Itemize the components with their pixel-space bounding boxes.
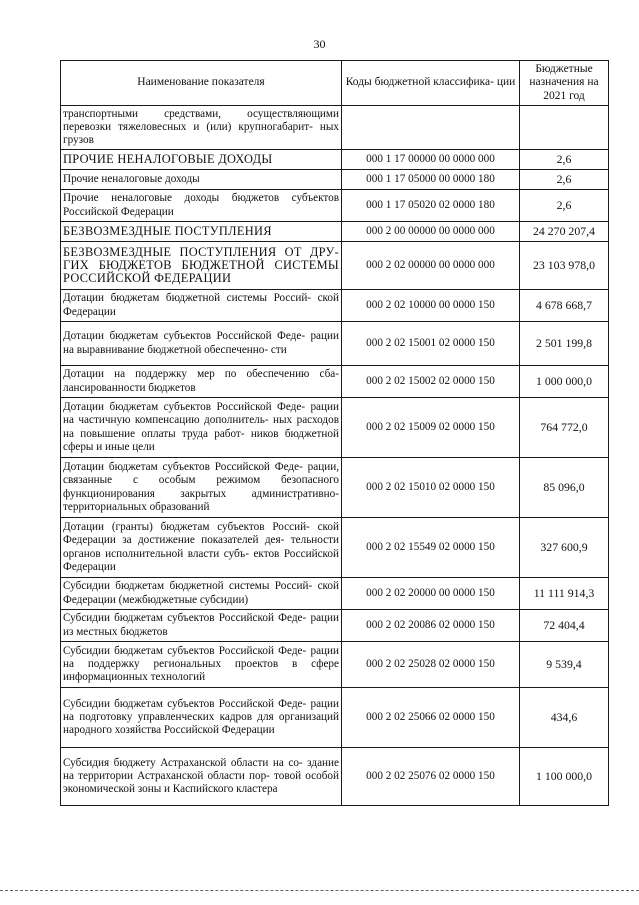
row-code: 000 2 02 25066 02 0000 150	[342, 688, 520, 748]
row-name: БЕЗВОЗМЕЗДНЫЕ ПОСТУПЛЕНИЯ ОТ ДРУ- ГИХ БЮДЖЕТОВ БЮДЖЕТНОЙ СИСТЕМЫ РОССИЙСКОЙ ФЕДЕРАЦИИ	[61, 242, 342, 290]
table-row	[61, 578, 609, 610]
table-row	[61, 322, 609, 366]
table-row	[61, 610, 609, 642]
row-amount: 1 100 000,0	[520, 748, 609, 806]
table-row	[61, 150, 609, 170]
row-code	[342, 106, 520, 150]
table-row	[61, 170, 609, 190]
row-code: 000 1 17 05000 00 0000 180	[342, 170, 520, 190]
row-code: 000 1 17 05020 02 0000 180	[342, 190, 520, 222]
row-code: 000 2 02 15002 02 0000 150	[342, 366, 520, 398]
page-number: 30	[313, 37, 326, 51]
row-code: 000 2 02 15010 02 0000 150	[342, 458, 520, 518]
table-row	[61, 242, 609, 290]
header-code: Коды бюджетной классифика- ции	[342, 61, 520, 106]
table-row	[61, 222, 609, 242]
row-code: 000 2 00 00000 00 0000 000	[342, 222, 520, 242]
row-amount: 2,6	[520, 150, 609, 170]
row-amount: 9 539,4	[520, 642, 609, 688]
row-amount: 11 111 914,3	[520, 578, 609, 610]
row-code: 000 2 02 00000 00 0000 000	[342, 242, 520, 290]
row-amount: 434,6	[520, 688, 609, 748]
row-name: БЕЗВОЗМЕЗДНЫЕ ПОСТУПЛЕНИЯ	[61, 222, 342, 242]
row-amount: 327 600,9	[520, 518, 609, 578]
table-row	[61, 366, 609, 398]
row-code: 000 2 02 20000 00 0000 150	[342, 578, 520, 610]
table-row	[61, 748, 609, 806]
row-name: Дотации бюджетам субъектов Российской Феде- рации на частичную компенсацию дополнитель- ных расходов на повышение оплаты труда работ- ников бюджетной сферы и иные цели	[61, 398, 342, 458]
row-amount: 2,6	[520, 170, 609, 190]
header-name: Наименование показателя	[61, 61, 342, 106]
row-amount: 24 270 207,4	[520, 222, 609, 242]
header-amount: Бюджетные назначения на 2021 год	[520, 61, 609, 106]
row-code: 000 2 02 25076 02 0000 150	[342, 748, 520, 806]
table-header-row	[61, 61, 609, 106]
row-name: Субсидия бюджету Астраханской области на со- здание на территории Астраханской области пор- товой особой экономической зоны и Каспийского кластера	[61, 748, 342, 806]
row-name: Прочие неналоговые доходы	[61, 170, 342, 190]
row-name: Субсидии бюджетам субъектов Российской Феде- рации на подготовку управленческих кадров для организаций народного хозяйства Российской Федерации	[61, 688, 342, 748]
row-amount: 72 404,4	[520, 610, 609, 642]
row-name: Дотации (гранты) бюджетам субъектов Россий- ской Федерации за достижение показателей дея- тельности органов исполнительной власти субъ- ектов Российской Федерации	[61, 518, 342, 578]
row-name: Субсидии бюджетам бюджетной системы Россий- ской Федерации (межбюджетные субсидии)	[61, 578, 342, 610]
row-name: Дотации на поддержку мер по обеспечению сба- лансированности бюджетов	[61, 366, 342, 398]
page-bottom-edge	[0, 890, 639, 891]
table-row	[61, 642, 609, 688]
row-amount: 764 772,0	[520, 398, 609, 458]
row-name: Субсидии бюджетам субъектов Российской Феде- рации из местных бюджетов	[61, 610, 342, 642]
row-name: Дотации бюджетам бюджетной системы Россий- ской Федерации	[61, 290, 342, 322]
row-code: 000 2 02 10000 00 0000 150	[342, 290, 520, 322]
row-name: транспортными средствами, осуществляющими перевозки тяжеловесных и (или) крупногабарит- ных грузов	[61, 106, 342, 150]
row-code: 000 2 02 15549 02 0000 150	[342, 518, 520, 578]
row-amount: 1 000 000,0	[520, 366, 609, 398]
row-name: Прочие неналоговые доходы бюджетов субъектов Российской Федерации	[61, 190, 342, 222]
table-row	[61, 458, 609, 518]
row-name: Дотации бюджетам субъектов Российской Феде- рации на выравнивание бюджетной обеспеченно- сти	[61, 322, 342, 366]
row-amount: 23 103 978,0	[520, 242, 609, 290]
row-amount: 2 501 199,8	[520, 322, 609, 366]
row-code: 000 2 02 15001 02 0000 150	[342, 322, 520, 366]
row-name: ПРОЧИЕ НЕНАЛОГОВЫЕ ДОХОДЫ	[61, 150, 342, 170]
row-code: 000 2 02 15009 02 0000 150	[342, 398, 520, 458]
row-amount: 4 678 668,7	[520, 290, 609, 322]
row-code: 000 1 17 00000 00 0000 000	[342, 150, 520, 170]
table-row	[61, 688, 609, 748]
budget-table	[60, 60, 609, 806]
row-name: Субсидии бюджетам субъектов Российской Феде- рации на поддержку региональных проектов в сфере информационных технологий	[61, 642, 342, 688]
table-row	[61, 290, 609, 322]
row-code: 000 2 02 20086 02 0000 150	[342, 610, 520, 642]
table-row	[61, 398, 609, 458]
row-code: 000 2 02 25028 02 0000 150	[342, 642, 520, 688]
row-name: Дотации бюджетам субъектов Российской Феде- рации, связанные с особым режимом безопасного функционирования закрытых административно- территориальных образований	[61, 458, 342, 518]
row-amount	[520, 106, 609, 150]
row-amount: 2,6	[520, 190, 609, 222]
table-row	[61, 190, 609, 222]
table-row	[61, 106, 609, 150]
row-amount: 85 096,0	[520, 458, 609, 518]
table-row	[61, 518, 609, 578]
